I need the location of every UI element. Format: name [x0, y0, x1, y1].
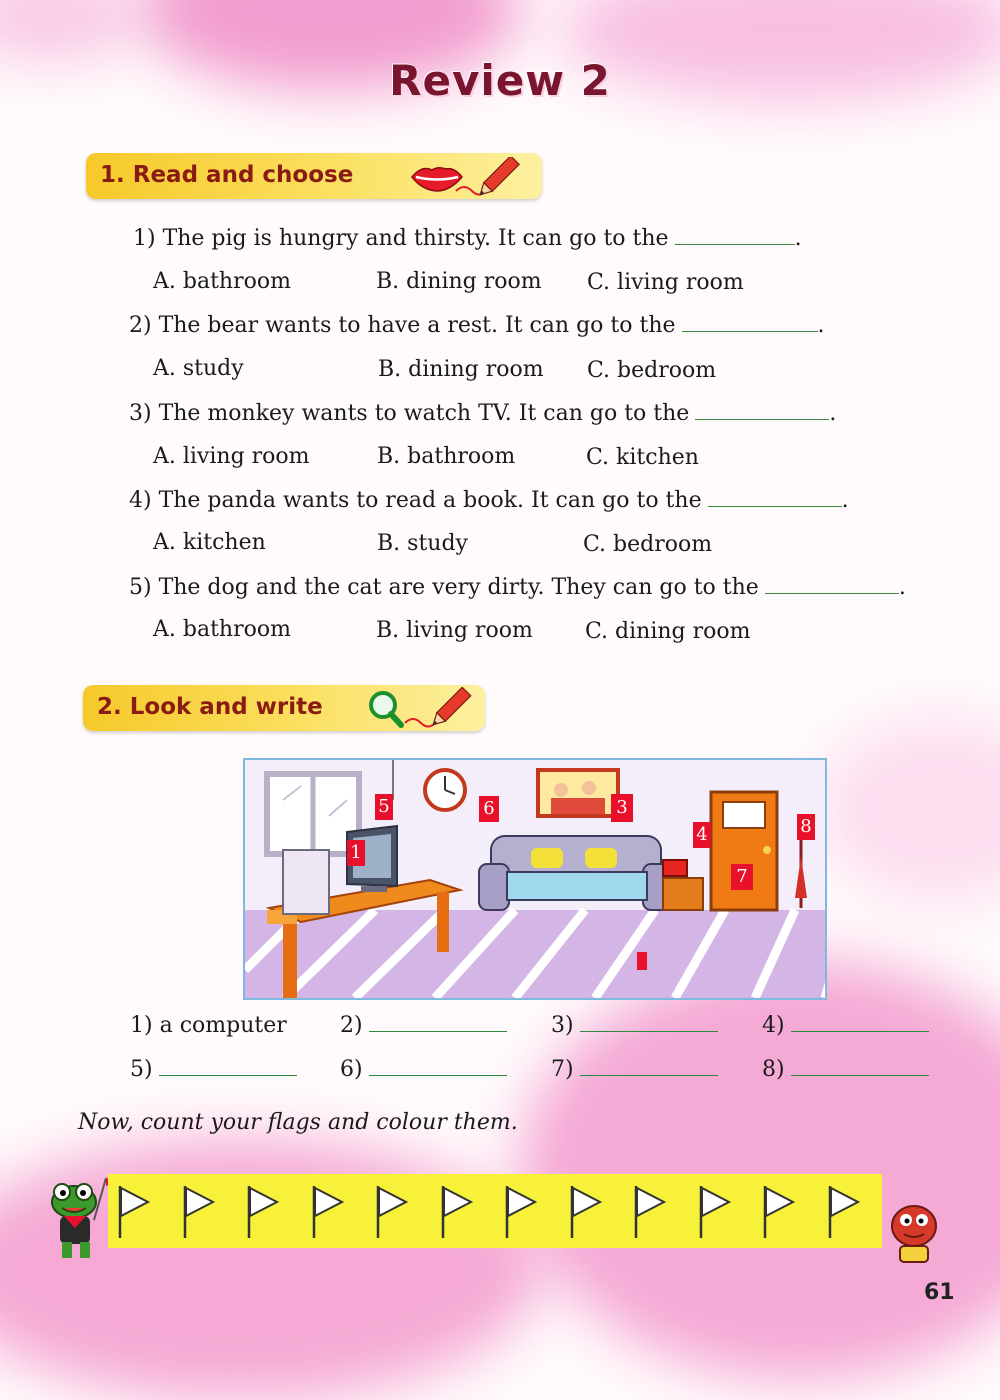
- flag-icon[interactable]: [116, 1184, 152, 1240]
- answer-number: 5): [130, 1057, 153, 1082]
- answer-7: [551, 1057, 718, 1082]
- question-text: 4) The panda wants to read a book. It can go to the: [129, 488, 702, 513]
- answer-number: 3): [551, 1013, 574, 1038]
- answer-number: 4): [762, 1013, 785, 1038]
- flag-icon[interactable]: [245, 1184, 281, 1240]
- answer-blank[interactable]: [682, 313, 818, 332]
- flag-icon[interactable]: [310, 1184, 346, 1240]
- question-text: 2) The bear wants to have a rest. It can go to the: [129, 313, 676, 338]
- option-c[interactable]: C. dining room: [585, 619, 751, 644]
- option-b[interactable]: B. living room: [376, 618, 533, 643]
- room-label-6: 6: [479, 796, 499, 822]
- question-2: [129, 313, 825, 338]
- answer-blank[interactable]: [675, 226, 795, 245]
- answer-number: 6): [340, 1057, 363, 1082]
- option-b[interactable]: B. dining room: [376, 269, 542, 294]
- option-c[interactable]: C. bedroom: [583, 532, 713, 557]
- option-a[interactable]: A. kitchen: [153, 530, 266, 555]
- answer-line[interactable]: [369, 1013, 507, 1032]
- flag-icon[interactable]: [761, 1184, 797, 1240]
- answer-blank[interactable]: [695, 401, 829, 420]
- flag-icon[interactable]: [826, 1184, 862, 1240]
- question-text: 5) The dog and the cat are very dirty. They can go to the: [129, 575, 759, 600]
- answer-5: [130, 1057, 297, 1082]
- answer-blank[interactable]: [765, 575, 899, 594]
- answer-line[interactable]: [580, 1013, 718, 1032]
- flag-icon[interactable]: [181, 1184, 217, 1240]
- page-number: 61: [924, 1280, 955, 1305]
- option-b[interactable]: B. study: [377, 531, 468, 556]
- flag-strip: [108, 1174, 882, 1248]
- pink-watercolor-splash: [0, 0, 140, 60]
- question-4: [129, 488, 849, 513]
- section-title: 2. Look and write: [97, 694, 323, 720]
- answer-value: a computer: [159, 1013, 287, 1038]
- room-label-7: 7: [731, 864, 753, 890]
- answer-line[interactable]: [369, 1057, 507, 1076]
- period: .: [829, 401, 837, 426]
- option-b[interactable]: B. dining room: [378, 357, 544, 382]
- flag-icon[interactable]: [374, 1184, 410, 1240]
- answer-blank[interactable]: [708, 488, 842, 507]
- red-monster-mascot-icon: [884, 1196, 944, 1264]
- period: .: [817, 313, 825, 338]
- option-b[interactable]: B. bathroom: [377, 444, 516, 469]
- room-label-1: 1: [347, 840, 365, 866]
- flag-icon[interactable]: [439, 1184, 475, 1240]
- section-header-read-and-choose: [86, 153, 542, 199]
- section-header-look-and-write: [83, 685, 485, 731]
- answer-6: [340, 1057, 507, 1082]
- room-label-2: 2: [637, 952, 647, 970]
- answer-number: 2): [340, 1013, 363, 1038]
- period: .: [898, 575, 906, 600]
- answer-number: 8): [762, 1057, 785, 1082]
- option-a[interactable]: A. study: [153, 356, 244, 381]
- answer-8: [762, 1057, 929, 1082]
- answer-line[interactable]: [791, 1057, 929, 1076]
- period: .: [841, 488, 849, 513]
- answer-line[interactable]: [159, 1057, 297, 1076]
- option-a[interactable]: A. living room: [153, 444, 310, 469]
- lips-pencil-icon: [408, 157, 528, 199]
- instruction-text: Now, count your flags and colour them.: [78, 1110, 518, 1135]
- answer-line[interactable]: [791, 1013, 929, 1032]
- answer-number: 7): [551, 1057, 574, 1082]
- section-title: 1. Read and choose: [100, 162, 354, 188]
- answer-2: [340, 1013, 507, 1038]
- option-c[interactable]: C. bedroom: [587, 358, 717, 383]
- flag-icon[interactable]: [632, 1184, 668, 1240]
- answer-number: 1): [130, 1013, 153, 1038]
- room-illustration: [243, 758, 827, 1000]
- room-label-8: 8: [797, 814, 815, 840]
- room-label-5: 5: [375, 794, 393, 820]
- question-text: 3) The monkey wants to watch TV. It can go to the: [129, 401, 690, 426]
- page-title: Review 2: [389, 56, 611, 105]
- room-label-4: 4: [693, 822, 711, 848]
- flag-icon[interactable]: [503, 1184, 539, 1240]
- answer-4: [762, 1013, 929, 1038]
- question-1: [133, 226, 802, 251]
- answer-3: [551, 1013, 718, 1038]
- room-label-3: 3: [611, 794, 633, 822]
- flag-icon[interactable]: [568, 1184, 604, 1240]
- frog-mascot-icon: [38, 1172, 118, 1264]
- pink-watercolor-splash: [820, 720, 1000, 900]
- option-a[interactable]: A. bathroom: [153, 269, 291, 294]
- flag-icon[interactable]: [697, 1184, 733, 1240]
- period: .: [794, 226, 802, 251]
- question-text: 1) The pig is hungry and thirsty. It can go to the: [133, 226, 669, 251]
- question-3: [129, 401, 836, 426]
- magnifier-pencil-icon: [363, 687, 483, 731]
- option-c[interactable]: C. kitchen: [586, 445, 699, 470]
- answer-line[interactable]: [580, 1057, 718, 1076]
- option-c[interactable]: C. living room: [587, 270, 744, 295]
- question-5: [129, 575, 906, 600]
- option-a[interactable]: A. bathroom: [153, 617, 291, 642]
- answer-1: [130, 1013, 287, 1038]
